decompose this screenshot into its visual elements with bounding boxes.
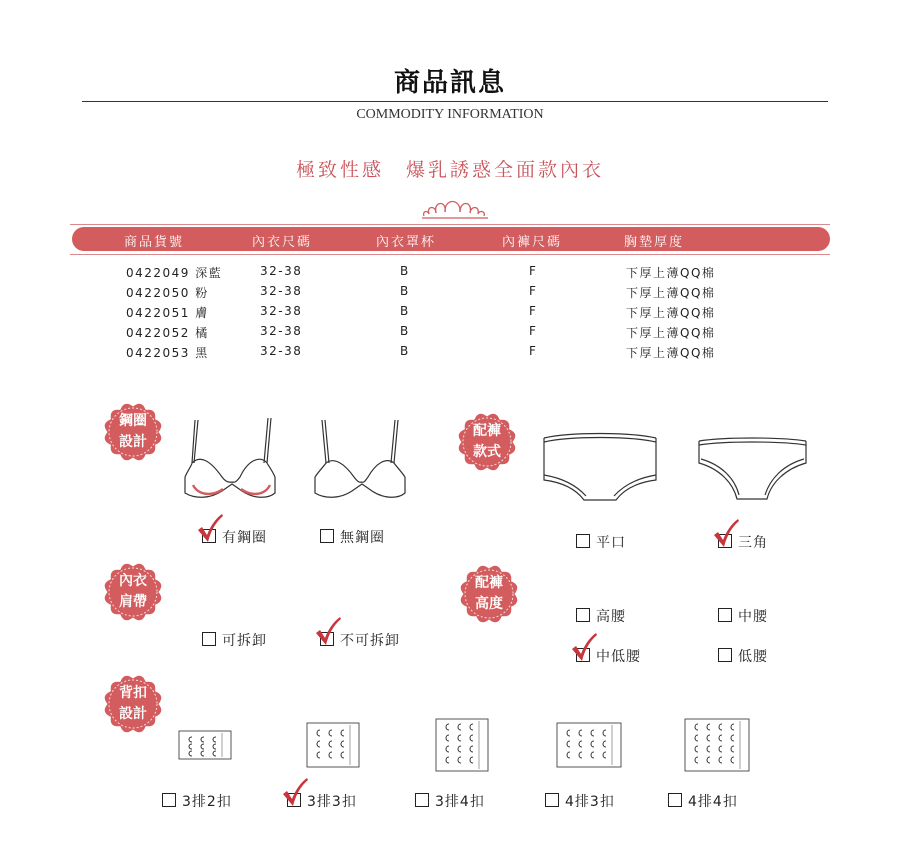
badge-strap <box>101 560 165 624</box>
table-top-line <box>70 224 830 225</box>
hook-3x4-icon <box>435 718 489 772</box>
option-label: 有鋼圈 <box>222 530 267 546</box>
cell-bra-size: 32-38 <box>260 284 303 298</box>
brief-panty-icon <box>695 435 810 505</box>
checkmark-icon <box>314 616 342 646</box>
checkmark-icon <box>281 777 309 807</box>
cell-bra-size: 32-38 <box>260 344 303 358</box>
cell-cup: B <box>400 284 410 298</box>
option-label: 3排2扣 <box>182 794 232 810</box>
badge-line-1: 內衣 <box>119 573 147 589</box>
page-title: 商品訊息 <box>393 68 506 98</box>
non-wire-bra-icon <box>310 415 410 505</box>
option-label: 不可拆卸 <box>340 633 400 649</box>
checkmark-icon <box>196 513 224 543</box>
checkbox[interactable] <box>202 632 216 646</box>
column-header-bra-size: 內衣尺碼 <box>252 235 313 250</box>
page-subtitle: COMMODITY INFORMATION <box>356 107 544 122</box>
cell-panty-size: F <box>529 264 538 278</box>
badge-line-2: 高度 <box>475 596 503 612</box>
option-label: 3排3扣 <box>307 794 357 810</box>
cell-pad-thickness: 下厚上薄QQ棉 <box>626 306 716 320</box>
checkmark-icon <box>570 632 598 662</box>
badge-line-2: 肩帶 <box>119 594 147 610</box>
column-header-panty-size: 內褲尺碼 <box>502 235 563 250</box>
option-label: 高腰 <box>596 609 626 625</box>
title-divider <box>82 101 828 102</box>
checkbox[interactable] <box>718 648 732 662</box>
cell-panty-size: F <box>529 304 538 318</box>
badge-line-2: 設計 <box>119 706 147 722</box>
option-label: 無鋼圈 <box>340 530 385 546</box>
cell-bra-size: 32-38 <box>260 264 303 278</box>
cell-item-no: 0422052 橘 <box>126 326 209 340</box>
option-label: 4排3扣 <box>565 794 615 810</box>
badge-panty-style <box>455 410 519 474</box>
checkbox[interactable] <box>545 793 559 807</box>
badge-line-1: 配褲 <box>475 575 503 591</box>
option-label: 3排4扣 <box>435 794 485 810</box>
hook-4x4-icon <box>684 718 750 772</box>
badge-line-1: 配褲 <box>473 423 501 439</box>
scallop-badge-icon <box>455 410 519 474</box>
badge-panty-height <box>457 562 521 626</box>
badge-line-1: 背扣 <box>119 685 147 701</box>
checkbox[interactable] <box>718 608 732 622</box>
option-label: 中腰 <box>738 609 768 625</box>
cell-item-no: 0422051 膚 <box>126 306 209 320</box>
table-header <box>72 227 830 251</box>
badge-underwire <box>101 400 165 464</box>
cell-item-no: 0422053 黑 <box>126 346 209 360</box>
cell-panty-size: F <box>529 344 538 358</box>
cell-item-no: 0422049 深藍 <box>126 266 223 280</box>
badge-line-1: 鋼圈 <box>119 413 147 429</box>
scallop-badge-icon <box>457 562 521 626</box>
cell-pad-thickness: 下厚上薄QQ棉 <box>626 346 716 360</box>
product-headline: 極致性感 爆乳誘惑全面款內衣 <box>295 159 604 181</box>
checkbox[interactable] <box>415 793 429 807</box>
option-label: 可拆卸 <box>222 633 267 649</box>
column-header-item-no: 商品貨號 <box>124 235 185 250</box>
checkbox[interactable] <box>576 608 590 622</box>
checkbox[interactable] <box>320 529 334 543</box>
cell-cup: B <box>400 324 410 338</box>
scallop-badge-icon <box>101 400 165 464</box>
cell-panty-size: F <box>529 324 538 338</box>
cell-pad-thickness: 下厚上薄QQ棉 <box>626 326 716 340</box>
checkmark-icon <box>712 518 740 548</box>
cell-item-no: 0422050 粉 <box>126 286 209 300</box>
badge-hook <box>101 672 165 736</box>
hook-3x3-icon <box>306 722 360 768</box>
column-header-pad-thickness: 胸墊厚度 <box>624 235 685 250</box>
cell-pad-thickness: 下厚上薄QQ棉 <box>626 266 716 280</box>
scallop-badge-icon <box>101 560 165 624</box>
table-bottom-line <box>70 254 830 255</box>
checkbox[interactable] <box>576 534 590 548</box>
underwire-bra-icon <box>180 415 280 505</box>
option-label: 中低腰 <box>596 649 641 665</box>
badge-line-2: 款式 <box>473 444 501 460</box>
checkbox[interactable] <box>668 793 682 807</box>
option-label: 平口 <box>596 535 626 551</box>
cell-bra-size: 32-38 <box>260 324 303 338</box>
hook-3x2-icon <box>178 730 232 760</box>
option-label: 低腰 <box>738 649 768 665</box>
cell-panty-size: F <box>529 284 538 298</box>
cell-pad-thickness: 下厚上薄QQ棉 <box>626 286 716 300</box>
hook-4x3-icon <box>556 722 622 768</box>
ornament-icon <box>420 198 490 222</box>
scallop-badge-icon <box>101 672 165 736</box>
column-header-cup: 內衣罩杯 <box>376 235 437 250</box>
option-label: 4排4扣 <box>688 794 738 810</box>
boyshort-panty-icon <box>540 430 660 505</box>
checkbox[interactable] <box>162 793 176 807</box>
cell-cup: B <box>400 344 410 358</box>
cell-cup: B <box>400 264 410 278</box>
option-label: 三角 <box>738 535 768 551</box>
badge-line-2: 設計 <box>119 434 147 450</box>
cell-bra-size: 32-38 <box>260 304 303 318</box>
cell-cup: B <box>400 304 410 318</box>
